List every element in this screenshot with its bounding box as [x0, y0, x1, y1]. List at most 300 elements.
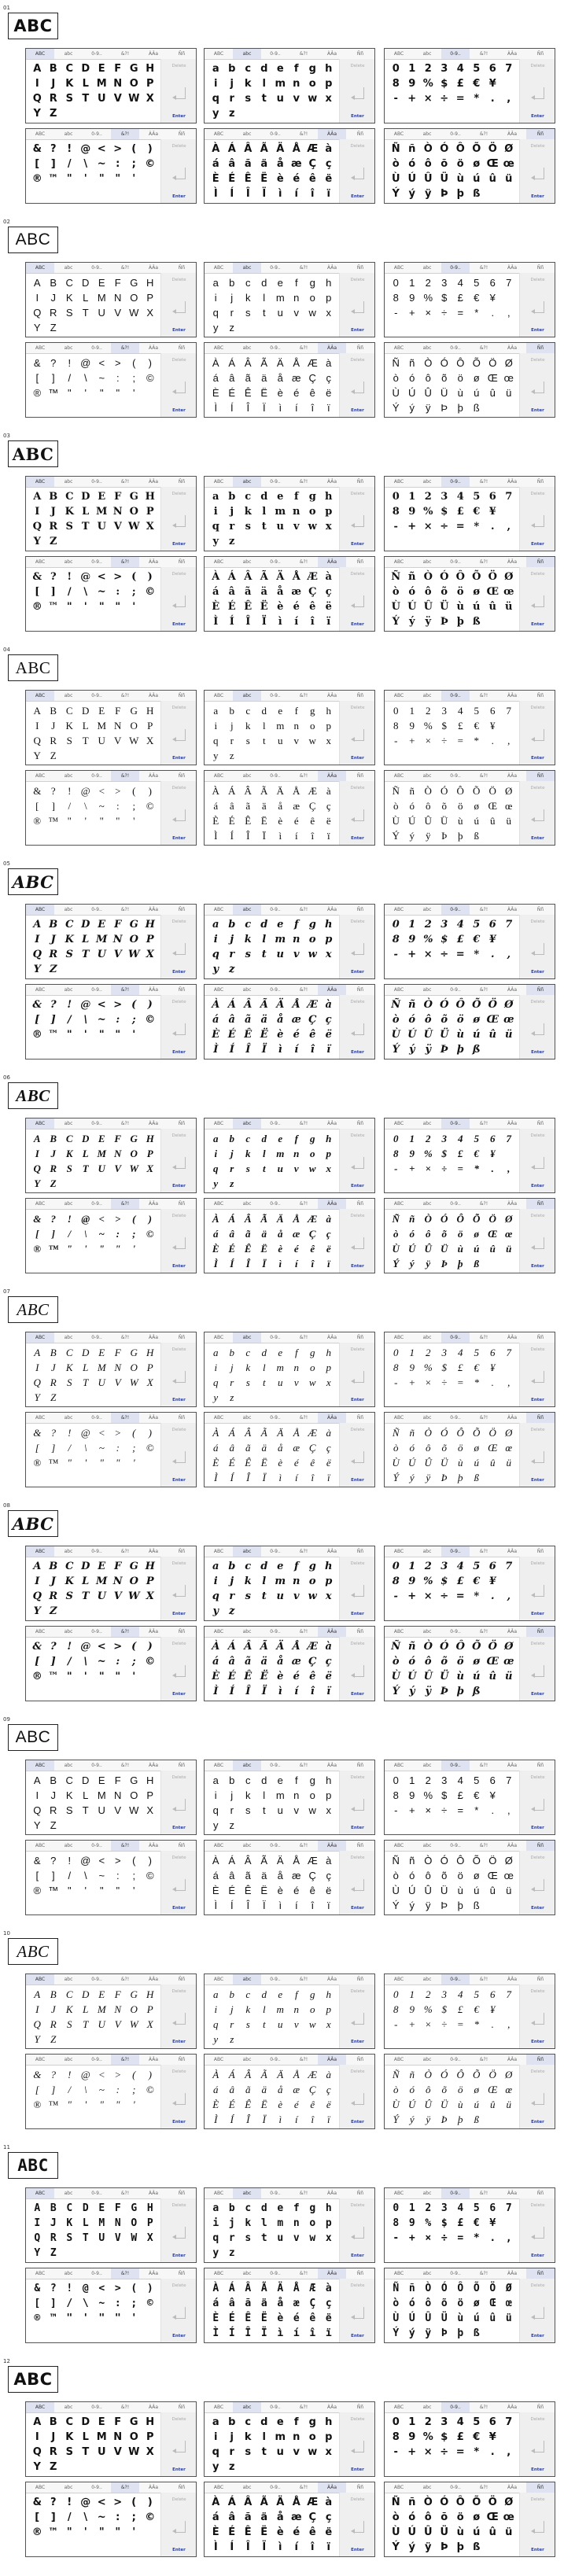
key[interactable]: Õ	[473, 2283, 480, 2294]
key[interactable]: 5	[473, 2416, 481, 2428]
key[interactable]: +	[408, 2018, 416, 2030]
key[interactable]: Á	[227, 1641, 236, 1653]
key[interactable]: À	[212, 143, 220, 155]
key[interactable]: S	[66, 2232, 73, 2244]
key[interactable]: M	[97, 720, 107, 732]
key[interactable]: '	[83, 173, 87, 185]
key[interactable]: z	[229, 322, 234, 334]
tab-4[interactable]: ÀÂa	[148, 1121, 159, 1126]
key[interactable]: Ä	[277, 2069, 284, 2080]
key[interactable]: ö	[456, 586, 464, 598]
key[interactable]: j	[230, 506, 234, 518]
key[interactable]: @	[82, 2283, 89, 2294]
key[interactable]: È	[212, 2099, 219, 2110]
tab-5[interactable]: Ññ	[356, 693, 364, 698]
key[interactable]: ç	[326, 800, 331, 812]
enter-button[interactable]: Enter	[351, 756, 364, 761]
key[interactable]: 2	[425, 277, 431, 289]
delete-button[interactable]: Delete	[350, 1856, 365, 1860]
key[interactable]: ,	[507, 949, 511, 960]
key[interactable]: Ã	[260, 2497, 268, 2508]
key[interactable]: œ	[505, 2084, 513, 2095]
key[interactable]: K	[66, 2217, 73, 2229]
key[interactable]: s	[245, 307, 251, 319]
delete-button[interactable]: Delete	[530, 572, 545, 577]
enter-icon[interactable]	[354, 515, 364, 527]
key[interactable]: Z	[50, 2033, 57, 2045]
key[interactable]: O	[130, 1789, 138, 1801]
tab-0[interactable]: ABC	[213, 2485, 224, 2490]
key[interactable]: E	[98, 2202, 105, 2214]
key[interactable]: œ	[503, 1870, 514, 1881]
key[interactable]: ç	[325, 1656, 332, 1668]
key[interactable]: -	[393, 521, 398, 533]
key[interactable]: ÷	[440, 93, 449, 105]
key[interactable]: g	[309, 2202, 316, 2214]
key[interactable]: ý	[409, 1472, 415, 1483]
key[interactable]: ß	[473, 188, 481, 200]
tab-1[interactable]: abc	[242, 1415, 252, 1421]
key[interactable]: þ	[458, 830, 463, 842]
key[interactable]: ç	[325, 586, 332, 598]
key[interactable]: ê	[309, 1029, 316, 1041]
key[interactable]: C	[65, 919, 74, 931]
key[interactable]: "	[114, 2313, 121, 2324]
key[interactable]: Ä	[276, 571, 285, 583]
key[interactable]: é	[293, 601, 300, 613]
key[interactable]: ò	[393, 2298, 400, 2309]
tab-0[interactable]: ABC	[35, 773, 46, 779]
tab-1[interactable]: abc	[422, 987, 432, 993]
key[interactable]: ö	[456, 158, 464, 170]
key[interactable]: U	[97, 93, 106, 105]
enter-icon[interactable]	[534, 1879, 544, 1891]
key[interactable]: "	[116, 1885, 120, 1896]
enter-button[interactable]: Enter	[351, 2548, 364, 2552]
key[interactable]: £	[458, 2003, 463, 2015]
key[interactable]: :	[116, 1014, 120, 1026]
key[interactable]: õ	[441, 1228, 447, 1240]
key[interactable]: ê	[310, 1243, 315, 1255]
tab-2[interactable]: 0-9..	[270, 131, 281, 137]
key[interactable]: ñ	[409, 357, 415, 369]
key[interactable]: u	[278, 1376, 283, 1388]
key[interactable]: V	[113, 521, 122, 533]
key[interactable]: 2	[425, 1774, 431, 1786]
key[interactable]: t	[262, 1804, 266, 1816]
key[interactable]: t	[261, 949, 267, 960]
key[interactable]: Y	[33, 964, 41, 975]
key[interactable]: á	[213, 1442, 219, 1454]
tab-2[interactable]: 0-9..	[441, 1546, 470, 1557]
key[interactable]: J	[51, 2431, 56, 2443]
key[interactable]: Ù	[392, 2099, 400, 2110]
key[interactable]: Ñ	[392, 2069, 400, 2080]
tab-1[interactable]: abc	[422, 1763, 432, 1768]
key[interactable]: 9	[409, 292, 415, 304]
key[interactable]: 2	[424, 491, 432, 503]
key[interactable]: õ	[441, 800, 447, 812]
key[interactable]: Ñ	[391, 999, 401, 1011]
tab-5[interactable]: Ññ	[356, 1977, 364, 1982]
key[interactable]: K	[65, 2003, 73, 2015]
tab-4[interactable]: ÀÂa	[507, 2191, 518, 2196]
key[interactable]: /	[68, 372, 72, 384]
tab-4[interactable]: ÀÂa	[507, 1843, 518, 1848]
tab-0[interactable]: ABC	[213, 2057, 224, 2062]
key[interactable]: W	[127, 949, 140, 960]
key[interactable]: 1	[409, 1774, 415, 1786]
tab-3[interactable]: &?!	[479, 131, 488, 137]
key[interactable]: *	[474, 735, 479, 746]
key[interactable]: ö	[456, 1656, 464, 1668]
enter-button[interactable]: Enter	[172, 1826, 186, 1830]
key[interactable]: ç	[325, 1014, 332, 1026]
key[interactable]: m	[275, 1789, 285, 1801]
key[interactable]: R	[50, 1163, 57, 1174]
key[interactable]: ã	[245, 800, 251, 812]
key[interactable]: ë	[325, 173, 333, 185]
tab-5[interactable]: Ññ	[526, 771, 555, 781]
key[interactable]: ®	[31, 601, 42, 613]
key[interactable]: ö	[458, 1442, 463, 1454]
tab-1[interactable]: abc	[64, 907, 73, 912]
key[interactable]: ì	[277, 2327, 284, 2339]
key[interactable]: Œ	[487, 1870, 498, 1881]
tab-5[interactable]: Ññ	[178, 559, 186, 565]
key[interactable]: '	[83, 1029, 87, 1041]
key[interactable]: u	[276, 2446, 284, 2458]
key[interactable]: .	[491, 1376, 494, 1388]
key[interactable]: h	[325, 2416, 333, 2428]
key[interactable]: 2	[424, 2416, 432, 2428]
key[interactable]: ~	[98, 1228, 105, 1240]
enter-icon[interactable]	[175, 2093, 186, 2105]
key[interactable]: 0	[392, 1561, 400, 1572]
enter-button[interactable]: Enter	[172, 1612, 186, 1616]
key[interactable]: T	[83, 1376, 89, 1388]
key[interactable]: ©	[146, 2084, 154, 2095]
key[interactable]: 4	[458, 705, 463, 717]
key[interactable]: Ø	[504, 2497, 514, 2508]
tab-1[interactable]: abc	[422, 2057, 432, 2062]
enter-button[interactable]: Enter	[351, 2254, 364, 2258]
key[interactable]: Z	[50, 536, 57, 547]
key[interactable]: v	[293, 1804, 299, 1816]
key[interactable]: V	[113, 1590, 122, 1602]
key[interactable]: M	[97, 1789, 106, 1801]
key[interactable]: o	[310, 1148, 315, 1159]
key[interactable]: 5	[474, 1774, 480, 1786]
key[interactable]: Õ	[472, 999, 481, 1011]
key[interactable]: v	[293, 2232, 300, 2244]
key[interactable]: +	[407, 521, 417, 533]
key[interactable]: ë	[326, 387, 332, 399]
enter-icon[interactable]	[175, 1585, 186, 1597]
delete-button[interactable]: Delete	[530, 144, 545, 149]
key[interactable]: s	[245, 1804, 251, 1816]
tab-1[interactable]: abc	[64, 1201, 73, 1207]
key[interactable]: Õ	[472, 1855, 481, 1867]
tab-3[interactable]: &?!	[479, 693, 488, 698]
key[interactable]: ý	[408, 1686, 415, 1697]
key[interactable]: Ý	[392, 188, 400, 200]
key[interactable]: G	[130, 705, 138, 717]
key[interactable]: ñ	[408, 1641, 416, 1653]
enter-icon[interactable]	[534, 515, 544, 527]
delete-button[interactable]: Delete	[171, 1133, 186, 1138]
key[interactable]: A	[34, 1988, 41, 2000]
key[interactable]: 3	[441, 491, 448, 503]
key[interactable]: !	[67, 1641, 72, 1653]
key[interactable]: ~	[98, 1442, 105, 1454]
key[interactable]: %	[423, 720, 433, 732]
tab-3[interactable]: &?!	[111, 1841, 139, 1851]
key[interactable]: D	[82, 277, 90, 289]
tab-0[interactable]: ABC	[35, 1201, 46, 1207]
tab-4[interactable]: ÀÂa	[507, 2057, 518, 2062]
key[interactable]: ~	[97, 158, 106, 170]
key[interactable]: à	[325, 143, 333, 155]
key[interactable]: ý	[408, 2541, 415, 2553]
key[interactable]: m	[276, 2003, 284, 2015]
key[interactable]: À	[212, 999, 220, 1011]
key[interactable]: 8	[393, 2003, 399, 2015]
delete-button[interactable]: Delete	[171, 1856, 186, 1860]
key[interactable]: ü	[506, 387, 512, 399]
key[interactable]: Ê	[244, 1885, 252, 1896]
tab-4[interactable]: ÀÂa	[507, 1549, 518, 1554]
key[interactable]: [	[35, 800, 39, 812]
key[interactable]: u	[277, 1804, 283, 1816]
enter-button[interactable]: Enter	[351, 1906, 364, 1911]
key[interactable]: ë	[325, 2526, 333, 2538]
enter-icon[interactable]	[534, 809, 544, 821]
tab-1[interactable]: abc	[233, 691, 261, 701]
key[interactable]: t	[261, 1590, 267, 1602]
tab-1[interactable]: abc	[64, 559, 73, 565]
key[interactable]: ò	[392, 2512, 400, 2523]
key[interactable]: =	[456, 2018, 464, 2030]
key[interactable]: Á	[228, 1427, 235, 1439]
key[interactable]: R	[49, 949, 58, 960]
key[interactable]: 4	[456, 1561, 464, 1572]
tab-5[interactable]: Ññ	[356, 1843, 364, 1848]
enter-button[interactable]: Enter	[351, 408, 364, 413]
key[interactable]: Í	[228, 2327, 235, 2339]
tab-2[interactable]: 0-9..	[91, 2405, 102, 2410]
tab-3[interactable]: &?!	[479, 1843, 488, 1848]
key[interactable]: ß	[472, 1044, 481, 1056]
key[interactable]: /	[67, 158, 72, 170]
key[interactable]: ?	[50, 999, 57, 1011]
key[interactable]: 1	[408, 1561, 416, 1572]
tab-2[interactable]: 0-9..	[441, 2402, 470, 2412]
key[interactable]: Ì	[214, 402, 218, 414]
key[interactable]: *	[474, 93, 480, 105]
key[interactable]: +	[409, 735, 415, 746]
tab-4[interactable]: ÀÂa	[148, 1629, 159, 1634]
tab-2[interactable]: 0-9..	[450, 1415, 461, 1421]
key[interactable]: (	[131, 2497, 137, 2508]
tab-4[interactable]: ÀÂa	[148, 2271, 159, 2276]
enter-icon[interactable]	[534, 2227, 544, 2239]
key[interactable]: Ú	[408, 1243, 416, 1255]
key[interactable]: Ò	[423, 1641, 433, 1653]
key[interactable]: t	[261, 2446, 267, 2458]
key[interactable]: W	[131, 2232, 138, 2244]
key[interactable]: ß	[472, 616, 481, 628]
key[interactable]: 7	[506, 705, 511, 717]
key[interactable]: Á	[228, 357, 236, 369]
tab-3[interactable]: &?!	[299, 773, 308, 779]
key[interactable]: ä	[261, 372, 267, 384]
tab-1[interactable]: abc	[422, 479, 432, 485]
key[interactable]: y	[212, 1605, 219, 1617]
key[interactable]: h	[325, 1561, 333, 1572]
tab-0[interactable]: ABC	[213, 773, 224, 779]
key[interactable]: E	[98, 1774, 105, 1786]
key[interactable]: û	[488, 173, 496, 185]
key[interactable]: c	[245, 63, 252, 75]
tab-3[interactable]: &?!	[479, 345, 488, 351]
key[interactable]: Ï	[262, 402, 266, 414]
key[interactable]: ä	[260, 2512, 268, 2523]
key[interactable]: Ø	[504, 357, 513, 369]
enter-button[interactable]: Enter	[531, 1398, 544, 1402]
key[interactable]: ì	[278, 1686, 282, 1697]
tab-1[interactable]: abc	[64, 479, 73, 485]
key[interactable]: $	[441, 2003, 447, 2015]
key[interactable]: 8	[393, 1362, 399, 1373]
key[interactable]: s	[245, 2018, 250, 2030]
key[interactable]: i	[214, 78, 218, 90]
key[interactable]: æ	[293, 1228, 300, 1240]
tab-5[interactable]: Ññ	[178, 1201, 186, 1207]
key[interactable]: ~	[98, 1870, 105, 1881]
delete-button[interactable]: Delete	[350, 492, 365, 496]
key[interactable]: ì	[278, 1044, 282, 1056]
key[interactable]: Œ	[486, 1014, 499, 1026]
key[interactable]: X	[146, 2232, 153, 2244]
key[interactable]: Ñ	[391, 2497, 400, 2508]
key[interactable]: ê	[309, 601, 316, 613]
key[interactable]: ù	[456, 601, 464, 613]
tab-5[interactable]: Ññ	[356, 265, 364, 271]
key[interactable]: Z	[50, 1819, 57, 1831]
key[interactable]: :	[116, 800, 120, 812]
key[interactable]: @	[80, 2497, 91, 2508]
key[interactable]: !	[68, 2069, 72, 2080]
delete-button[interactable]: Delete	[350, 1347, 365, 1352]
key[interactable]: ý	[408, 616, 415, 628]
key[interactable]: ü	[506, 2099, 511, 2110]
key[interactable]: >	[113, 143, 123, 155]
key[interactable]: Æ	[308, 1427, 318, 1439]
key[interactable]: D	[81, 919, 90, 931]
enter-icon[interactable]	[175, 729, 186, 741]
tab-4[interactable]: ÀÂa	[507, 345, 518, 351]
key[interactable]: C	[65, 1774, 73, 1786]
key[interactable]: p	[325, 2431, 333, 2443]
key[interactable]: ö	[458, 1228, 463, 1240]
key[interactable]: Ô	[456, 357, 465, 369]
key[interactable]: \	[83, 1014, 88, 1026]
key[interactable]: ©	[145, 158, 156, 170]
key[interactable]: 8	[392, 1575, 400, 1587]
enter-button[interactable]: Enter	[351, 1478, 364, 1483]
key[interactable]: ó	[408, 586, 416, 598]
key[interactable]: Ò	[425, 2283, 432, 2294]
key[interactable]: æ	[293, 2298, 300, 2309]
key[interactable]: Ô	[456, 1427, 464, 1439]
key[interactable]: è	[278, 1457, 283, 1469]
key[interactable]: (	[131, 999, 137, 1011]
delete-button[interactable]: Delete	[171, 706, 186, 710]
key[interactable]: å	[276, 158, 284, 170]
tab-0[interactable]: ABC	[393, 773, 404, 779]
key[interactable]: g	[310, 705, 315, 717]
key[interactable]: k	[244, 78, 252, 90]
key[interactable]: k	[244, 2431, 252, 2443]
enter-button[interactable]: Enter	[531, 194, 544, 199]
key[interactable]: "	[116, 2099, 120, 2110]
key[interactable]: À	[212, 2497, 220, 2508]
key[interactable]: D	[81, 63, 90, 75]
key[interactable]: ù	[458, 2099, 463, 2110]
key[interactable]: í	[294, 2113, 298, 2125]
key[interactable]: Ì	[214, 1900, 218, 1911]
key[interactable]: i	[214, 1148, 218, 1159]
key[interactable]: o	[309, 1789, 315, 1801]
tab-2[interactable]: 0-9..	[270, 2057, 281, 2062]
tab-1[interactable]: abc	[233, 2188, 261, 2198]
key[interactable]: Q	[33, 1376, 41, 1388]
key[interactable]: O	[129, 934, 138, 945]
key[interactable]: 0	[393, 1988, 399, 2000]
key[interactable]: ê	[308, 173, 316, 185]
key[interactable]: P	[146, 1148, 153, 1159]
key[interactable]: (	[131, 571, 137, 583]
key[interactable]: )	[148, 1855, 152, 1867]
key[interactable]: -	[394, 1804, 398, 1816]
key[interactable]: c	[245, 1347, 251, 1358]
key[interactable]: â	[229, 1442, 234, 1454]
key[interactable]: 5	[474, 705, 479, 717]
key[interactable]: i	[213, 934, 218, 945]
key[interactable]: J	[51, 720, 56, 732]
key[interactable]: ,	[507, 307, 511, 319]
key[interactable]: t	[262, 307, 266, 319]
key[interactable]: ,	[507, 2018, 511, 2030]
key[interactable]: Ì	[213, 616, 219, 628]
key[interactable]: í	[293, 2327, 300, 2339]
key[interactable]: æ	[293, 1442, 300, 1454]
delete-button[interactable]: Delete	[350, 786, 365, 790]
key[interactable]: 3	[441, 1347, 447, 1358]
key[interactable]: Þ	[441, 830, 448, 842]
key[interactable]: V	[113, 2446, 122, 2458]
key[interactable]: i	[214, 720, 218, 732]
tab-3[interactable]: &?!	[111, 557, 139, 567]
key[interactable]: Ñ	[391, 1641, 401, 1653]
key[interactable]: U	[98, 307, 105, 319]
key[interactable]: ó	[409, 372, 415, 384]
tab-3[interactable]: &?!	[299, 1335, 308, 1340]
key[interactable]: 9	[408, 2431, 416, 2443]
key[interactable]: É	[228, 2099, 235, 2110]
key[interactable]: /	[67, 2512, 72, 2523]
